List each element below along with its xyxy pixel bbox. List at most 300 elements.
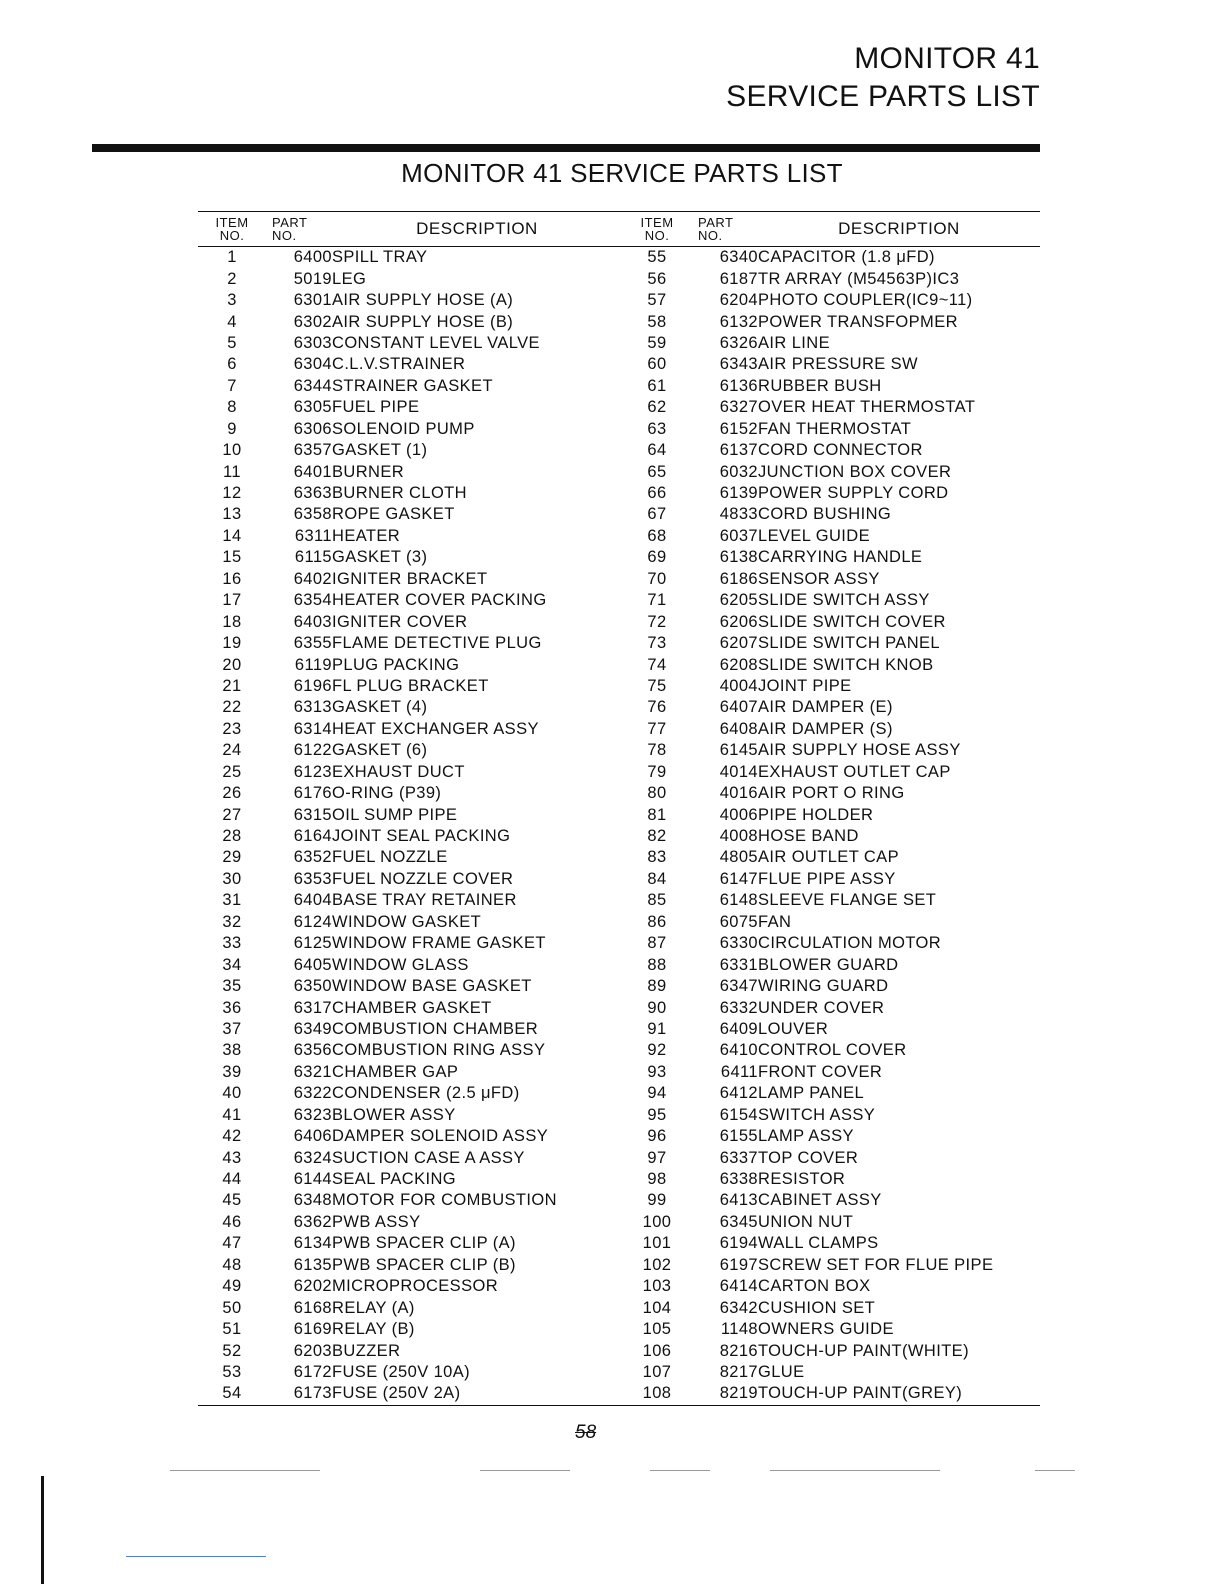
table-row: [198, 461, 1040, 482]
left-part-cell: 6303: [293, 333, 332, 352]
header-title-line1: MONITOR 41: [854, 42, 1040, 75]
right-part-cell: 6338: [719, 1170, 758, 1189]
left-part-cell: 6196: [293, 676, 332, 695]
table-row: [198, 354, 1040, 375]
left-item-cell: 2: [227, 269, 237, 288]
left-item-cell: 33: [222, 934, 242, 953]
right-desc-cell: CUSHION SET: [758, 1298, 876, 1317]
left-part-cell: 6123: [293, 762, 332, 781]
right-desc-cell: TR ARRAY (M54563P)IC3: [758, 269, 960, 288]
table-row: [198, 1340, 1040, 1361]
right-part-cell: 6132: [719, 312, 758, 331]
right-item-cell: 60: [647, 355, 667, 374]
right-item-cell: 107: [642, 1362, 672, 1381]
left-item-cell: 21: [222, 676, 242, 695]
left-part-cell: 6356: [293, 1041, 332, 1060]
left-part-cell: 6125: [293, 934, 332, 953]
left-part-cell: 6353: [293, 869, 332, 888]
left-desc-cell: EXHAUST DUCT: [332, 762, 465, 781]
left-desc-cell: SOLENOID PUMP: [332, 419, 475, 438]
right-item-cell: 71: [647, 591, 667, 610]
right-desc-cell: AIR DAMPER (E): [758, 698, 893, 717]
left-item-cell: 3: [227, 291, 237, 310]
right-desc-cell: SLIDE SWITCH COVER: [758, 612, 946, 631]
right-part-cell: 6208: [719, 655, 758, 674]
right-item-cell: 74: [647, 655, 667, 674]
left-item-cell: 43: [222, 1148, 242, 1167]
left-desc-cell: ROPE GASKET: [332, 505, 455, 524]
right-part-cell: 6075: [719, 912, 758, 931]
left-desc-cell: STRAINER GASKET: [332, 376, 493, 395]
right-part-cell: 6414: [719, 1277, 758, 1296]
left-desc-cell: IGNITER BRACKET: [332, 569, 488, 588]
left-part-cell: 6402: [293, 569, 332, 588]
left-item-cell: 8: [227, 398, 237, 417]
left-item-cell: 6: [227, 355, 237, 374]
right-part-cell: 6413: [719, 1191, 758, 1210]
table-row: [198, 1169, 1040, 1190]
column-header-item-no-right: [622, 212, 692, 247]
right-part-cell: 6136: [719, 376, 758, 395]
column-header-part-line1: PART: [272, 215, 308, 230]
right-part-cell: 6186: [719, 569, 758, 588]
right-item-cell: 80: [647, 784, 667, 803]
table-row: [198, 569, 1040, 590]
left-item-cell: 14: [222, 526, 242, 545]
left-desc-cell: MOTOR FOR COMBUSTION: [332, 1191, 557, 1210]
right-item-cell: 65: [647, 462, 667, 481]
left-desc-cell: IGNITER COVER: [332, 612, 468, 631]
column-header-part-no-right: [692, 212, 758, 247]
left-desc-cell: OIL SUMP PIPE: [332, 805, 458, 824]
left-item-cell: 30: [222, 869, 242, 888]
right-item-cell: 75: [647, 676, 667, 695]
table-row: [198, 719, 1040, 740]
table-row: [198, 311, 1040, 332]
left-part-cell: 6315: [293, 805, 332, 824]
right-part-cell: 4014: [719, 762, 758, 781]
right-part-cell: 6154: [719, 1105, 758, 1124]
right-item-cell: 78: [647, 741, 667, 760]
left-desc-cell: BUZZER: [332, 1341, 401, 1360]
right-item-cell: 86: [647, 912, 667, 931]
left-item-cell: 11: [223, 462, 241, 481]
right-item-cell: 100: [642, 1212, 672, 1231]
right-desc-cell: CABINET ASSY: [758, 1191, 882, 1210]
right-item-cell: 84: [647, 869, 667, 888]
right-desc-cell: POWER TRANSFOPMER: [758, 312, 958, 331]
table-row: [198, 997, 1040, 1018]
right-item-cell: 82: [647, 827, 667, 846]
right-item-cell: 64: [647, 441, 667, 460]
right-part-cell: 6327: [719, 398, 758, 417]
right-part-cell: 1148: [720, 1320, 758, 1339]
right-desc-cell: CORD BUSHING: [758, 505, 892, 524]
column-header-item-line2-right: NO.: [644, 228, 670, 243]
left-desc-cell: BASE TRAY RETAINER: [332, 891, 517, 910]
left-part-cell: 6405: [293, 955, 332, 974]
right-desc-cell: AIR PRESSURE SW: [758, 355, 919, 374]
left-part-cell: 6313: [293, 698, 332, 717]
right-part-cell: 4016: [719, 784, 758, 803]
left-desc-cell: WINDOW GLASS: [332, 955, 469, 974]
right-item-cell: 96: [647, 1127, 667, 1146]
right-item-cell: 87: [647, 934, 667, 953]
left-item-cell: 46: [222, 1212, 242, 1231]
column-header-description-right: [758, 212, 1040, 247]
left-desc-cell: GASKET (3): [332, 548, 428, 567]
table-row: [198, 376, 1040, 397]
table-row: [198, 976, 1040, 997]
left-item-cell: 13: [222, 505, 242, 524]
left-part-cell: 6305: [293, 398, 332, 417]
left-desc-cell: CONDENSER (2.5 μFD): [332, 1084, 520, 1103]
right-part-cell: 6410: [719, 1041, 758, 1060]
column-header-description: [332, 212, 622, 247]
document-header: [440, 40, 1040, 116]
table-row: [198, 654, 1040, 675]
table-row: [198, 676, 1040, 697]
right-part-cell: 4006: [719, 805, 758, 824]
left-part-cell: 6203: [293, 1341, 332, 1360]
right-desc-cell: TOP COVER: [758, 1148, 859, 1167]
left-item-cell: 5: [227, 333, 237, 352]
right-item-cell: 108: [622, 1383, 692, 1405]
left-item-cell: 19: [222, 634, 242, 653]
left-item-cell: 48: [222, 1255, 242, 1274]
right-desc-cell: AIR PORT O RING: [758, 784, 905, 803]
right-item-cell: 98: [647, 1170, 667, 1189]
right-desc-cell: UNDER COVER: [758, 998, 885, 1017]
left-desc-cell: BLOWER ASSY: [332, 1105, 456, 1124]
table-row: [198, 633, 1040, 654]
right-part-cell: 6187: [719, 269, 758, 288]
right-desc-cell: SWITCH ASSY: [758, 1105, 876, 1124]
table-row: [198, 440, 1040, 461]
left-item-cell: 18: [222, 612, 242, 631]
right-desc-cell: CONTROL COVER: [758, 1041, 907, 1060]
right-desc-cell: LOUVER: [758, 1019, 829, 1038]
table-row: [198, 1276, 1040, 1297]
left-part-cell: 6317: [293, 998, 332, 1017]
left-item-cell: 15: [222, 548, 242, 567]
table-row: [198, 1040, 1040, 1061]
right-item-cell: 59: [647, 333, 667, 352]
right-desc-cell: TOUCH-UP PAINT(GREY): [758, 1383, 1040, 1405]
right-item-cell: 55: [647, 248, 667, 267]
left-part-cell: 6135: [293, 1255, 332, 1274]
left-item-cell: 35: [222, 977, 242, 996]
left-part-cell: 6168: [293, 1298, 332, 1317]
right-desc-cell: HOSE BAND: [758, 827, 859, 846]
right-part-cell: 6342: [719, 1298, 758, 1317]
table-row: [198, 826, 1040, 847]
scan-dash-line: [1035, 1470, 1075, 1471]
table-row: [198, 333, 1040, 354]
left-item-cell: 47: [222, 1234, 242, 1253]
left-desc-cell: CHAMBER GASKET: [332, 998, 492, 1017]
left-desc-cell: FUSE (250V 2A): [332, 1383, 622, 1405]
right-desc-cell: JUNCTION BOX COVER: [758, 462, 952, 481]
left-part-cell: 6122: [293, 741, 332, 760]
left-item-cell: 28: [222, 827, 242, 846]
table-row: [198, 526, 1040, 547]
table-row: [198, 912, 1040, 933]
right-part-cell: 6206: [719, 612, 758, 631]
table-row: [198, 419, 1040, 440]
right-item-cell: 102: [642, 1255, 672, 1274]
table-header-row: [198, 212, 1040, 247]
scan-underline-mark: [126, 1556, 266, 1557]
left-item-cell: 49: [222, 1277, 242, 1296]
left-part-cell: 6403: [293, 612, 332, 631]
left-desc-cell: BURNER: [332, 462, 405, 481]
right-desc-cell: SLIDE SWITCH PANEL: [758, 634, 941, 653]
table-row: [198, 1062, 1040, 1083]
table-row: [198, 847, 1040, 868]
right-item-cell: 73: [647, 634, 667, 653]
right-item-cell: 72: [647, 612, 667, 631]
right-desc-cell: RUBBER BUSH: [758, 376, 882, 395]
left-item-cell: 37: [222, 1019, 242, 1038]
right-desc-cell: CIRCULATION MOTOR: [758, 934, 942, 953]
left-item-cell: 20: [222, 655, 242, 674]
right-part-cell: 4805: [719, 848, 758, 867]
left-item-cell: 17: [222, 591, 242, 610]
column-header-part-line2-right: NO.: [698, 228, 723, 243]
right-desc-cell: AIR DAMPER (S): [758, 719, 893, 738]
right-item-cell: 66: [647, 484, 667, 503]
left-desc-cell: SPILL TRAY: [332, 248, 428, 267]
left-part-cell: 6350: [293, 977, 332, 996]
left-item-cell: 44: [222, 1170, 242, 1189]
column-header-part-no: [266, 212, 332, 247]
right-part-cell: 6137: [719, 441, 758, 460]
left-desc-cell: WINDOW GASKET: [332, 912, 482, 931]
right-part-cell: 8219: [692, 1383, 758, 1405]
table-row: [198, 1297, 1040, 1318]
left-part-cell: 6144: [293, 1170, 332, 1189]
right-part-cell: 6409: [719, 1019, 758, 1038]
right-desc-cell: CAPACITOR (1.8 μFD): [758, 248, 935, 267]
right-desc-cell: FLUE PIPE ASSY: [758, 869, 896, 888]
right-desc-cell: CORD CONNECTOR: [758, 441, 923, 460]
table-row: [198, 268, 1040, 289]
left-part-cell: 6164: [293, 827, 332, 846]
left-desc-cell: FUEL PIPE: [332, 398, 420, 417]
right-item-cell: 94: [647, 1084, 667, 1103]
left-desc-cell: RELAY (A): [332, 1298, 415, 1317]
right-part-cell: 6347: [719, 977, 758, 996]
right-item-cell: 95: [647, 1105, 667, 1124]
left-part-cell: 6202: [293, 1277, 332, 1296]
right-part-cell: 6037: [719, 526, 758, 545]
table-row: [198, 1126, 1040, 1147]
right-part-cell: 6197: [719, 1255, 758, 1274]
left-item-cell: 7: [227, 376, 237, 395]
table-row: [198, 1319, 1040, 1340]
left-desc-cell: CHAMBER GAP: [332, 1062, 459, 1081]
parts-table-body: [198, 247, 1040, 1406]
left-desc-cell: O-RING (P39): [332, 784, 442, 803]
right-item-cell: 76: [647, 698, 667, 717]
scan-dash-line: [650, 1470, 710, 1471]
right-item-cell: 90: [647, 998, 667, 1017]
left-part-cell: 6134: [293, 1234, 332, 1253]
right-item-cell: 62: [647, 398, 667, 417]
right-desc-cell: SLIDE SWITCH ASSY: [758, 591, 930, 610]
right-desc-cell: RESISTOR: [758, 1170, 846, 1189]
column-header-item-line1-right: ITEM: [640, 215, 674, 230]
left-desc-cell: MICROPROCESSOR: [332, 1277, 499, 1296]
right-part-cell: 6326: [719, 333, 758, 352]
right-item-cell: 105: [642, 1320, 672, 1339]
column-header-item-line2: NO.: [219, 228, 245, 243]
left-part-cell: 6323: [293, 1105, 332, 1124]
right-item-cell: 89: [647, 977, 667, 996]
left-part-cell: 6172: [293, 1362, 332, 1381]
right-item-cell: 92: [647, 1041, 667, 1060]
right-desc-cell: CARRYING HANDLE: [758, 548, 923, 567]
left-item-cell: 54: [198, 1383, 266, 1405]
right-part-cell: 6332: [719, 998, 758, 1017]
left-desc-cell: FUEL NOZZLE COVER: [332, 869, 514, 888]
left-desc-cell: C.L.V.STRAINER: [332, 355, 466, 374]
left-desc-cell: FLAME DETECTIVE PLUG: [332, 634, 542, 653]
right-item-cell: 69: [647, 548, 667, 567]
right-part-cell: 6155: [719, 1127, 758, 1146]
scan-margin-mark: [41, 1476, 44, 1584]
right-item-cell: 97: [647, 1148, 667, 1167]
left-part-cell: 6169: [293, 1320, 332, 1339]
left-desc-cell: SUCTION CASE A ASSY: [332, 1148, 525, 1167]
right-part-cell: 6411: [720, 1062, 758, 1081]
left-part-cell: 6324: [293, 1148, 332, 1167]
right-desc-cell: TOUCH-UP PAINT(WHITE): [758, 1341, 969, 1360]
right-desc-cell: PIPE HOLDER: [758, 805, 874, 824]
page-number: 58: [575, 1422, 597, 1443]
left-part-cell: 6302: [293, 312, 332, 331]
left-desc-cell: COMBUSTION CHAMBER: [332, 1019, 539, 1038]
left-desc-cell: PLUG PACKING: [332, 655, 460, 674]
left-item-cell: 53: [222, 1362, 242, 1381]
left-part-cell: 6358: [293, 505, 332, 524]
right-part-cell: 8217: [719, 1362, 758, 1381]
left-desc-cell: RELAY (B): [332, 1320, 415, 1339]
left-part-cell: 6401: [293, 462, 332, 481]
left-desc-cell: HEATER COVER PACKING: [332, 591, 547, 610]
left-item-cell: 42: [222, 1127, 242, 1146]
left-part-cell: 5019: [293, 269, 332, 288]
right-desc-cell: UNION NUT: [758, 1212, 854, 1231]
left-desc-cell: CONSTANT LEVEL VALVE: [332, 333, 540, 352]
right-item-cell: 101: [642, 1234, 672, 1253]
right-item-cell: 106: [642, 1341, 672, 1360]
right-desc-cell: GLUE: [758, 1362, 805, 1381]
right-item-cell: 58: [647, 312, 667, 331]
right-item-cell: 83: [647, 848, 667, 867]
right-desc-cell: LAMP ASSY: [758, 1127, 854, 1146]
left-desc-cell: WINDOW FRAME GASKET: [332, 934, 546, 953]
right-part-cell: 6330: [719, 934, 758, 953]
left-item-cell: 1: [227, 248, 237, 267]
table-row: [198, 1083, 1040, 1104]
column-header-description-label-right: DESCRIPTION: [838, 219, 960, 238]
left-part-cell: 6176: [293, 784, 332, 803]
left-part-cell: 6306: [293, 419, 332, 438]
left-item-cell: 27: [222, 805, 242, 824]
right-desc-cell: FRONT COVER: [758, 1062, 883, 1081]
right-item-cell: 57: [647, 291, 667, 310]
table-row: [198, 697, 1040, 718]
right-part-cell: 6205: [719, 591, 758, 610]
right-item-cell: 63: [647, 419, 667, 438]
right-part-cell: 6407: [719, 698, 758, 717]
right-item-cell: 104: [642, 1298, 672, 1317]
column-header-part-line2: NO.: [272, 228, 297, 243]
left-desc-cell: PWB SPACER CLIP (B): [332, 1255, 516, 1274]
left-desc-cell: HEATER: [332, 526, 401, 545]
page-title: MONITOR 41 SERVICE PARTS LIST: [401, 158, 843, 188]
table-row: [198, 247, 1040, 269]
left-item-cell: 38: [222, 1041, 242, 1060]
right-item-cell: 85: [647, 891, 667, 910]
table-row: [198, 611, 1040, 632]
right-item-cell: 93: [647, 1062, 667, 1081]
left-desc-cell: GASKET (4): [332, 698, 428, 717]
right-item-cell: 67: [647, 505, 667, 524]
right-part-cell: 6207: [719, 634, 758, 653]
left-item-cell: 10: [222, 441, 242, 460]
left-part-cell: 6400: [293, 248, 332, 267]
table-row: [198, 740, 1040, 761]
left-part-cell: 6355: [293, 634, 332, 653]
right-desc-cell: SCREW SET FOR FLUE PIPE: [758, 1255, 994, 1274]
table-row: [198, 483, 1040, 504]
right-desc-cell: LEVEL GUIDE: [758, 526, 870, 545]
table-row: [198, 1362, 1040, 1383]
left-item-cell: 9: [227, 419, 237, 438]
table-row: [198, 1255, 1040, 1276]
right-item-cell: 103: [642, 1277, 672, 1296]
right-item-cell: 77: [647, 719, 667, 738]
scan-dash-line: [770, 1470, 940, 1471]
left-item-cell: 22: [222, 698, 242, 717]
right-desc-cell: WALL CLAMPS: [758, 1234, 879, 1253]
right-desc-cell: WIRING GUARD: [758, 977, 889, 996]
right-part-cell: 6204: [719, 291, 758, 310]
left-item-cell: 34: [222, 955, 242, 974]
left-desc-cell: FUEL NOZZLE: [332, 848, 448, 867]
header-rule: [92, 144, 1040, 152]
table-row: [198, 397, 1040, 418]
scan-dash-line: [170, 1470, 320, 1471]
right-part-cell: 6152: [719, 419, 758, 438]
right-desc-cell: AIR LINE: [758, 333, 830, 352]
left-item-cell: 36: [222, 998, 242, 1017]
column-header-item-line1: ITEM: [215, 215, 249, 230]
table-row: [198, 1383, 1040, 1405]
left-part-cell: 6362: [293, 1212, 332, 1231]
left-desc-cell: GASKET (6): [332, 741, 428, 760]
right-item-cell: 91: [647, 1019, 667, 1038]
left-part-cell: 6124: [293, 912, 332, 931]
right-part-cell: 4004: [719, 676, 758, 695]
left-part-cell: 6404: [293, 891, 332, 910]
table-row: [198, 804, 1040, 825]
table-row: [198, 290, 1040, 311]
right-part-cell: 4008: [719, 827, 758, 846]
